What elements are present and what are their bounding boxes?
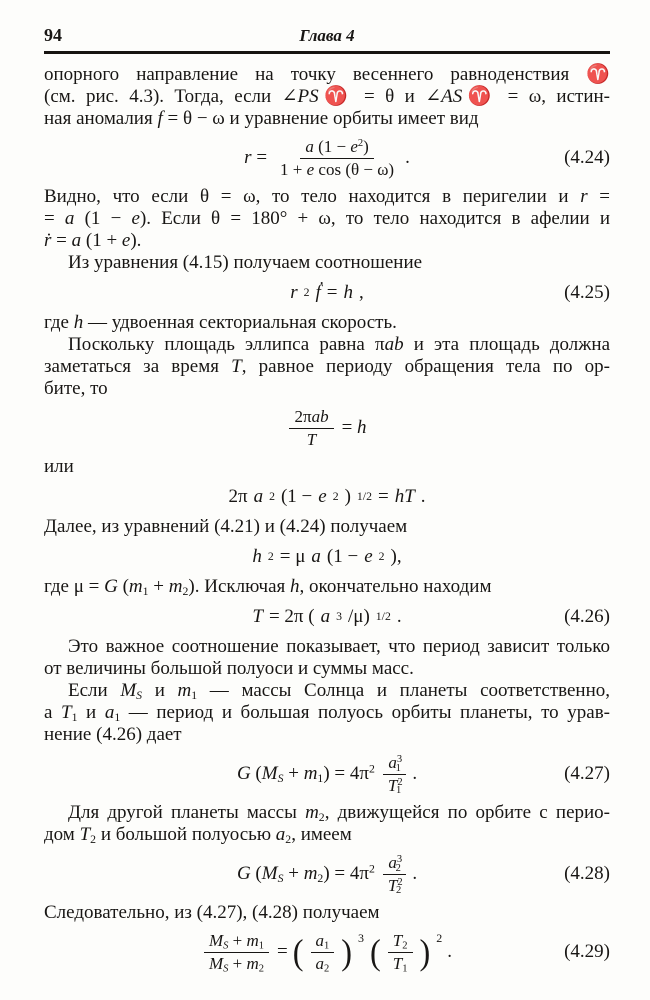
exponent: 3 [358, 931, 365, 946]
paragraph-sun-and-planet [44, 680, 610, 746]
fraction-denominator: $T^2_2$ [387, 875, 403, 897]
text-line: дом $T_2$ и большой полуосью $a_2$, имеем [44, 824, 352, 847]
right-paren: ) [419, 931, 431, 972]
fraction [289, 407, 333, 449]
equation-4-29 [44, 931, 610, 973]
equation-number-4-28: (4.28) [564, 863, 610, 885]
paragraph-from-eq-4-15 [44, 252, 610, 274]
text-line: а $T_1$ и $a_1$ — период и большая полуось орбиты планеты, то урав- [44, 702, 610, 725]
text-line: ная аномалия f = θ − ω и уравнение орбиты имеет вид [44, 108, 479, 129]
eq-tail: . [447, 941, 453, 963]
equation-number-4-29: (4.29) [564, 941, 610, 963]
equation-4-26 [44, 605, 610, 629]
page-header [44, 24, 610, 46]
fraction-numerator: a $(1 - e^2)$ [300, 137, 373, 159]
text-line: Следовательно, из (4.27), (4.28) получаем [44, 902, 380, 924]
paragraph-equinox-direction [44, 64, 610, 130]
eq-tail: = h [341, 417, 367, 439]
paragraph-consequently [44, 902, 610, 924]
text-line: нение (4.26) дает [44, 724, 182, 746]
equation-number-4-24: (4.24) [564, 147, 610, 169]
fraction-numerator: $T_2$ [388, 931, 413, 953]
equation-4-29-body [202, 931, 452, 973]
equation-4-28 [44, 853, 610, 895]
text-line: заметаться за время T, равное периоду обращения тела по ор- [44, 356, 611, 378]
eq-lhs: G $(M_S + m_2) = 4\pi^2$ [236, 862, 375, 886]
text-line: где μ = G $(m_1 + m_2)$. Исключая h, окончательно находим [44, 576, 492, 599]
equation-4-25 [44, 281, 610, 305]
exponent: 2 [436, 931, 443, 946]
paragraph-ellipse-area [44, 334, 610, 400]
equation-number-4-25: (4.25) [564, 282, 610, 304]
text-line: где h — удвоенная секториальная скорость. [44, 312, 397, 334]
fraction [311, 931, 335, 973]
equation-4-27 [44, 753, 610, 795]
text-line: Для другой планеты массы $m_2$, движущейся по орбите с перио- [68, 802, 610, 825]
left-paren: ( [292, 931, 304, 972]
text-line: = a (1 − e). Если θ = 180° + ω, то тело находится в афелии и [44, 208, 611, 230]
text-line: ṙ = a (1 + e). [44, 230, 142, 252]
equation-4-26-body: T = 2π ( a 3 /μ) 1/2 . [252, 606, 402, 628]
text-line: Далее, из уравнений (4.21) и (4.24) получаем [44, 516, 408, 538]
text-line: от величины большой полуоси и суммы масс. [44, 658, 414, 680]
fraction [383, 753, 406, 795]
fraction-denominator: $T^2_1$ [387, 775, 403, 797]
equation-hT [44, 485, 610, 509]
paragraph-important-relation [44, 636, 610, 680]
paragraph-mu-definition [44, 576, 610, 598]
page-number: 94 [44, 25, 62, 45]
equation-area-period [44, 407, 610, 449]
fraction-numerator: $a_1$ [311, 931, 335, 953]
equation-area-period-body [287, 407, 366, 449]
equation-4-28-body [237, 853, 417, 895]
text-line: Это важное соотношение показывает, что период зависит только [68, 636, 610, 658]
equation-4-27-body [237, 753, 417, 795]
equation-4-24 [44, 137, 610, 179]
equation-4-24-body [244, 137, 410, 179]
fraction-denominator: $T_1$ [392, 953, 408, 975]
chapter-title: Глава 4 [299, 26, 355, 45]
text-line: Из уравнения (4.15) получаем соотношение [68, 252, 423, 274]
paragraph-further-from-421-424 [44, 516, 610, 538]
eq-tail: . [412, 763, 418, 785]
text-line: опорного направление на точку весеннего равноденствия ♈ [44, 64, 610, 85]
text-line: Если $M_S$ и $m_1$ — массы Солнца и планеты соответственно, [68, 680, 611, 703]
equation-4-25-body: r 2 ḟ = h , [290, 282, 364, 304]
eq-lhs: r = [244, 147, 268, 169]
fraction [204, 931, 269, 973]
fraction-numerator: $a^3_1$ [383, 753, 406, 775]
equation-h-squared-body: h 2 = μ a (1 − e 2 ), [252, 546, 402, 568]
text-line: или [44, 456, 74, 478]
header-rule [44, 51, 610, 54]
left-paren: ( [370, 931, 381, 972]
fraction-denominator: 1 + e cos (θ − ω) [280, 159, 395, 179]
eq-tail: . [405, 147, 410, 169]
text-line: бите, то [44, 378, 108, 400]
fraction-numerator: $M_S + m_1$ [204, 931, 269, 953]
equals-sign: = [277, 941, 288, 963]
fraction [388, 931, 413, 973]
eq-lhs: G $(M_S + m_1) = 4\pi^2$ [236, 762, 375, 786]
fraction [383, 853, 406, 895]
fraction-denominator: $M_S + m_2$ [208, 953, 265, 975]
fraction-numerator: 2πab [289, 407, 333, 429]
paragraph-second-planet [44, 802, 610, 846]
fraction-denominator: $a_2$ [315, 953, 330, 975]
paragraph-or [44, 456, 610, 478]
eq-tail: . [412, 863, 418, 885]
fraction-numerator: $a^3_2$ [383, 853, 406, 875]
equation-h-squared [44, 545, 610, 569]
text-line: Поскольку площадь эллипса равна πab и эта площадь должна [68, 334, 611, 356]
fraction-denominator: T [306, 429, 317, 449]
equation-number-4-27: (4.27) [564, 763, 610, 785]
equation-number-4-26: (4.26) [564, 606, 610, 628]
text-line: (см. рис. 4.3). Тогда, если ∠PS♈ = θ и ∠AS♈ = ω, истин- [44, 86, 610, 107]
fraction [275, 137, 399, 179]
paragraph-perihelion-aphelion [44, 186, 610, 252]
right-paren: ) [341, 931, 353, 972]
text-line: Видно, что если θ = ω, то тело находится в перигелии и r = [44, 186, 610, 208]
equation-hT-body: 2π a 2 (1 − e 2 ) 1/2 = hT . [228, 486, 426, 508]
paragraph-h-definition [44, 312, 610, 334]
